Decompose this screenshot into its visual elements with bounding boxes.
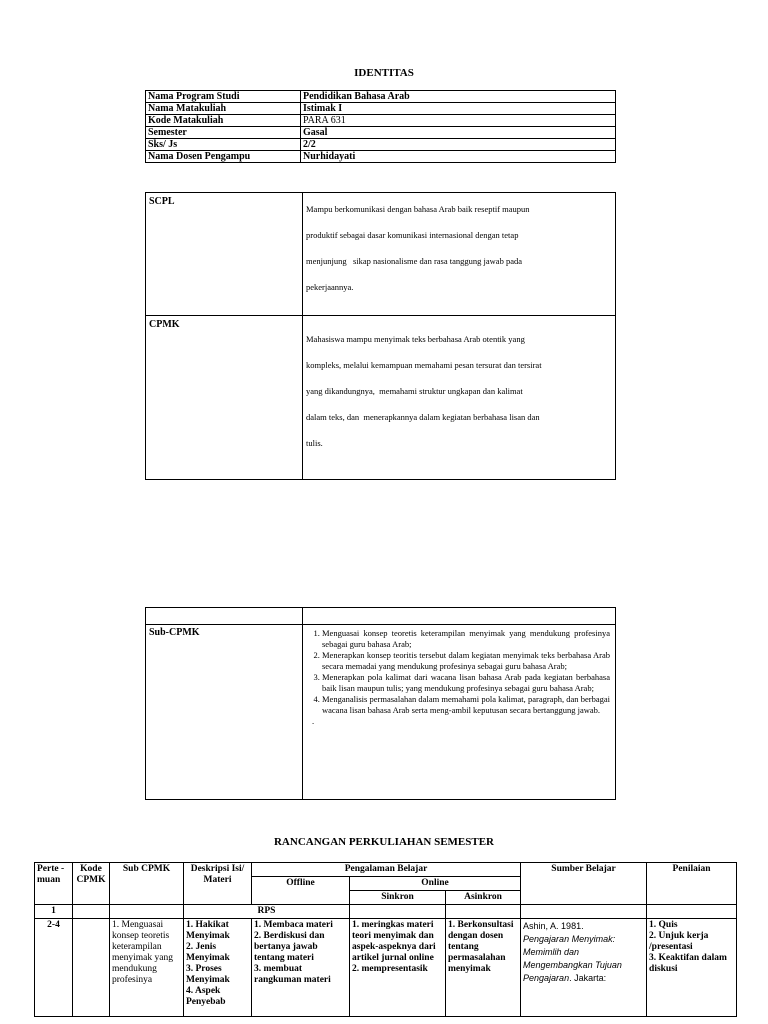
sub-cpmk-list (322, 628, 610, 716)
scpl-line: pekerjaannya. (306, 282, 354, 292)
sub-cpmk-list-cell (303, 625, 616, 800)
header-sumber: Sumber Belajar (521, 863, 647, 905)
cpmk-line: kompleks, melalui kemampuan memahami pesan tersurat dan tersirat (306, 360, 542, 370)
empty-cell (521, 905, 647, 919)
table-row (146, 625, 616, 800)
table-row (146, 139, 616, 151)
header-pengalaman: Pengalaman Belajar (252, 863, 521, 877)
deskripsi-item: 3. Proses Menyimak (186, 964, 230, 985)
deskripsi-cell (184, 919, 252, 1017)
sumber-title: Pengajaran Menyimak: Memimlih dan Mengembangkan Tujuan Pengajaran (523, 934, 622, 983)
sinkron-item: 2. mempresentasik (352, 964, 428, 974)
scpl-cpmk-table (145, 192, 616, 480)
row-number: 2-4 (35, 919, 73, 1017)
cpmk-label: CPMK (146, 316, 303, 480)
identity-key: Nama Dosen Pengampu (146, 151, 301, 163)
table-row (146, 91, 616, 103)
penilaian-item: 3. Keaktifan dalam diskusi (649, 953, 727, 974)
table-row (35, 905, 737, 919)
table-row (146, 151, 616, 163)
header-online: Online (350, 877, 521, 891)
cpmk-line: Mahasiswa mampu menyimak teks berbahasa Arab otentik yang (306, 334, 525, 344)
asinkron-cell: 1. Berkonsultasi dengan dosen tentang permasalahan menyimak (446, 919, 521, 1017)
header-deskripsi: Deskripsi Isi/ Materi (184, 863, 252, 905)
scpl-label: SCPL (146, 193, 303, 316)
penilaian-item: 1. Quis (649, 920, 678, 930)
scpl-line: produktif sebagai dasar komunikasi internasional dengan tetap (306, 230, 519, 240)
identity-table (145, 90, 616, 163)
scpl-line: Mampu berkomunikasi dengan bahasa Arab baik reseptif maupun (306, 204, 530, 214)
rps-row-label: RPS (184, 905, 350, 919)
empty-cell (446, 905, 521, 919)
list-item: 1. Menguasai konsep teoretis keterampilan menyimak yang mendukung profesinya sebagai guru bahasa Arab; (322, 628, 610, 650)
deskripsi-item: 4. Aspek Penyebab (186, 986, 226, 1007)
cpmk-text (303, 316, 616, 480)
trailing-dot: . (312, 716, 315, 726)
sinkron-item: 1. meringkas materi teori menyimak dan aspek-aspeknya dari artikel jurnal online (352, 920, 436, 963)
cpmk-line: yang dikandungnya, memahami struktur ungkapan dan kalimat (306, 386, 523, 396)
sinkron-cell (350, 919, 446, 1017)
rps-heading: RANCANGAN PERKULIAHAN SEMESTER (273, 836, 495, 848)
identity-key: Nama Program Studi (146, 91, 301, 103)
sub-cpmk-cell: 1. Menguasai konsep teoretis keterampilan menyimak yang mendukung profesinya (110, 919, 184, 1017)
identity-value: Pendidikan Bahasa Arab (301, 91, 616, 103)
empty-cell (110, 905, 184, 919)
offline-item: 2. Berdiskusi dan bertanya jawab tentang materi (254, 931, 325, 963)
header-penilaian: Penilaian (647, 863, 737, 905)
scpl-text (303, 193, 616, 316)
header-pertemuan: Perte - muan (35, 863, 73, 905)
list-item: 2. Menerapkan konsep teoritis tersebut dalam kegiatan menyimak teks berbahasa Arab secara memadai yang mendukung profesinya sebagai guru bahasa Arab; (322, 650, 610, 672)
table-row (35, 919, 737, 1017)
empty-cell (350, 905, 446, 919)
sumber-author: Ashin, A. 1981. (523, 921, 584, 931)
cpmk-line: tulis. (306, 438, 323, 448)
cpmk-line: dalam teks, dan menerapkannya dalam kegiatan berbahasa lisan dan (306, 412, 540, 422)
identity-key: Sks/ Js (146, 139, 301, 151)
empty-cell (647, 905, 737, 919)
identity-key: Nama Matakuliah (146, 103, 301, 115)
identity-value: PARA 631 (301, 115, 616, 127)
identity-value: 2/2 (301, 139, 616, 151)
offline-cell (252, 919, 350, 1017)
sub-cpmk-table (145, 607, 616, 800)
identity-key: Semester (146, 127, 301, 139)
identitas-heading: IDENTITAS (354, 67, 414, 79)
header-sub-cpmk: Sub CPMK (110, 863, 184, 905)
empty-cell (146, 608, 303, 625)
offline-item: 1. Membaca materi (254, 920, 333, 930)
table-row (146, 316, 616, 480)
sumber-place: . Jakarta: (569, 973, 607, 983)
offline-item: 3. membuat rangkuman materi (254, 964, 331, 985)
table-row (146, 608, 616, 625)
sumber-cell (521, 919, 647, 1017)
list-item: 3. Menerapkan pola kalimat dari wacana lisan bahasa Arab pada kegiatan berbahasa baik lisan maupun tulis; yang mendukung profesinya sebagai guru bahasa Arab; (322, 672, 610, 694)
row-number: 1 (35, 905, 73, 919)
scpl-line: menjunjung sikap nasionalisme dan rasa tanggung jawab pada (306, 256, 522, 266)
identity-key: Kode Matakuliah (146, 115, 301, 127)
header-sinkron: Sinkron (350, 891, 446, 905)
list-item: 4. Menganalisis permasalahan dalam memahami pola kalimat, paragraph, dan berbagai wacana lisan bahasa Arab serta meng-ambil keputusan secara bertanggung jawab. (322, 694, 610, 716)
header-offline: Offline (252, 877, 350, 905)
table-row (146, 103, 616, 115)
deskripsi-item: 2. Jenis Menyimak (186, 942, 230, 963)
identity-value: Nurhidayati (301, 151, 616, 163)
penilaian-item: 2. Unjuk kerja /presentasi (649, 931, 709, 952)
identity-value: Istimak I (301, 103, 616, 115)
deskripsi-item: 1. Hakikat Menyimak (186, 920, 230, 941)
penilaian-cell (647, 919, 737, 1017)
header-asinkron: Asinkron (446, 891, 521, 905)
table-row (146, 115, 616, 127)
table-row (146, 127, 616, 139)
identity-value: Gasal (301, 127, 616, 139)
empty-cell (73, 905, 110, 919)
table-header-row (35, 863, 737, 877)
header-kode: Kode CPMK (73, 863, 110, 905)
table-row (146, 193, 616, 316)
empty-cell (73, 919, 110, 1017)
empty-cell (303, 608, 616, 625)
sub-cpmk-label: Sub-CPMK (146, 625, 303, 800)
rps-table (34, 862, 737, 1017)
